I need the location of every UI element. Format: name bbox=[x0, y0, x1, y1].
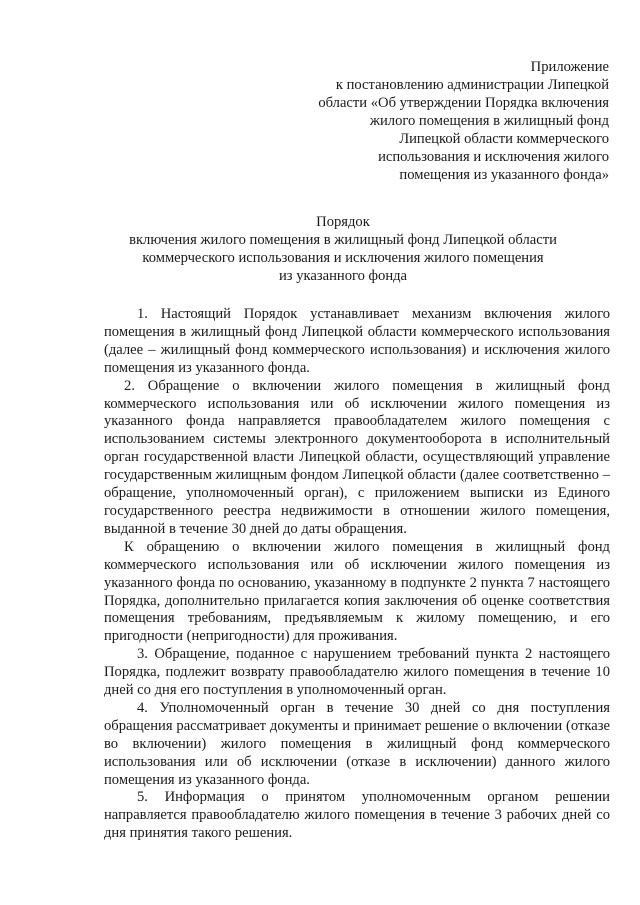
title-heading: Порядок bbox=[316, 214, 370, 230]
appendix-line: Липецкой области коммерческого bbox=[399, 131, 609, 147]
paragraph-3: 3. Обращение, поданное с нарушением требований пункта 2 настоящего Порядка, подлежит возврату правообладателю жилого помещения в течение 10 дней со дня его поступления в уполномоченный орган. bbox=[104, 646, 610, 699]
paragraph-2: 2. Обращение о включении жилого помещения в жилищный фонд коммерческого использования или об исключении жилого помещения из указанного фонда направляется правообладателем жилого помещения с использованием системы электронного документооборота в исполнительный орган государственной власти Липецкой области, осуществляющий управление государственным жилищным фондом Липецкой области (далее соответственно – обращение, уполномоченный орган), с приложением выписки из Единого государственного реестра недвижимости в отношении жилого помещения, выданной в течение 30 дней до даты обращения. bbox=[104, 377, 610, 537]
title-line: включения жилого помещения в жилищный фонд Липецкой области bbox=[129, 232, 557, 248]
appendix-header bbox=[279, 58, 609, 184]
title-line: из указанного фонда bbox=[278, 268, 408, 284]
paragraph-4: 4. Уполномоченный орган в течение 30 дней со дня поступления обращения рассматривает документы и принимает решение о включении (отказе во включении) жилого помещения в жилищный фонд коммерческого использования или об исключении (отказе в исключении) данного жилого помещения из указанного фонда. bbox=[104, 699, 610, 788]
paragraph-5: 5. Информация о принятом уполномоченным органом решении направляется правообладателю жилого помещения в течение 3 рабочих дней со дня принятия такого решения. bbox=[104, 789, 610, 842]
appendix-line: Приложение bbox=[530, 59, 609, 75]
title-line: коммерческого использования и исключения жилого помещения bbox=[142, 250, 544, 266]
appendix-line: жилого помещения в жилищный фонд bbox=[369, 113, 609, 129]
appendix-line: к постановлению администрации Липецкой bbox=[335, 77, 609, 93]
paragraph-1: 1. Настоящий Порядок устанавливает механизм включения жилого помещения в жилищный фонд Липецкой области коммерческого использования (далее – жилищный фонд коммерческого использования) и исключения жилого помещения из указанного фонда. bbox=[104, 306, 610, 376]
appendix-line: помещения из указанного фонда» bbox=[399, 167, 609, 183]
document-body bbox=[104, 306, 610, 843]
paragraph-2-continued: К обращению о включении жилого помещения в жилищный фонд коммерческого использования или об исключении жилого помещения из указанного фонда по основанию, указанному в подпункте 2 пункта 7 настоящего Порядка, дополнительно прилагается копия заключения об оценке соответствия помещения требованиям, предъявляемым к жилому помещению, и его пригодности (непригодности) для проживания. bbox=[104, 538, 610, 645]
appendix-line: использования и исключения жилого bbox=[378, 149, 609, 165]
appendix-line: области «Об утверждении Порядка включения bbox=[318, 95, 609, 111]
document-title bbox=[103, 213, 583, 285]
